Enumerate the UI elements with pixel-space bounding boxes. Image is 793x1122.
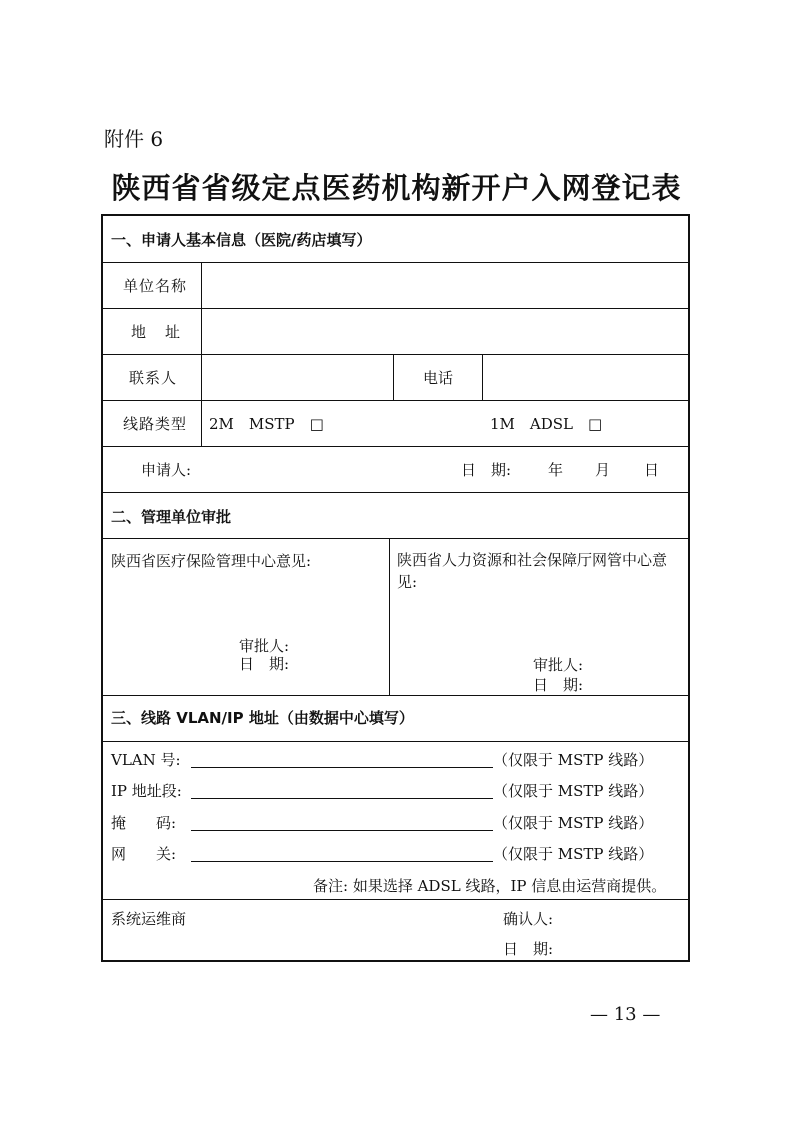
confirm-date-label: 日 期: <box>503 940 554 958</box>
page-number: — 13 — <box>590 1004 661 1025</box>
column-divider <box>393 354 394 400</box>
section2-heading: 二、管理单位审批 <box>111 508 232 526</box>
row-divider <box>103 446 690 447</box>
line-type-label: 线路类型 <box>123 415 188 433</box>
vlan-input-line[interactable] <box>191 767 493 768</box>
row-divider <box>103 741 690 742</box>
unit-name-field[interactable] <box>203 263 689 308</box>
vlan-limit-note: （仅限于 MSTP 线路） <box>493 751 654 769</box>
column-divider <box>389 538 390 695</box>
gateway-label: 网 关: <box>111 845 177 863</box>
vlan-label: VLAN 号: <box>111 751 181 769</box>
row-divider <box>103 400 690 401</box>
vendor-label: 系统运维商 <box>111 910 187 928</box>
contact-label: 联系人 <box>129 369 178 387</box>
mask-input-line[interactable] <box>191 830 493 831</box>
column-divider <box>201 262 202 446</box>
adsl-remark: 备注: 如果选择 ADSL 线路，IP 信息由运营商提供。 <box>313 877 667 895</box>
unit-name-label: 单位名称 <box>123 277 188 295</box>
apply-date-label: 日 期: <box>461 461 512 479</box>
section3-heading: 三、线路 VLAN/IP 地址（由数据中心填写） <box>111 709 414 727</box>
address-label: 地 址 <box>131 323 183 341</box>
form-title: 陕西省省级定点医药机构新开户入网登记表 <box>111 171 682 205</box>
month-label: 月 <box>595 461 611 479</box>
row-divider <box>103 899 690 900</box>
row-divider <box>103 695 690 696</box>
phone-field[interactable] <box>484 355 689 400</box>
option-mstp-checkbox[interactable]: 2M MSTP □ <box>209 415 324 433</box>
gateway-input-line[interactable] <box>191 861 493 862</box>
medical-insurance-opinion-label: 陕西省医疗保险管理中心意见: <box>111 552 312 570</box>
column-divider <box>482 354 483 400</box>
row-divider <box>103 492 690 493</box>
mask-label: 掩 码: <box>111 814 177 832</box>
right-approver-label: 审批人: <box>533 656 584 674</box>
mask-limit-note: （仅限于 MSTP 线路） <box>493 814 654 832</box>
left-date-label: 日 期: <box>239 655 290 673</box>
applicant-label: 申请人: <box>141 461 192 479</box>
option-adsl-checkbox[interactable]: 1M ADSL □ <box>490 415 603 433</box>
ip-input-line[interactable] <box>191 798 493 799</box>
year-label: 年 <box>548 461 564 479</box>
hrss-opinion-label: 陕西省人力资源和社会保障厅网管中心意见: <box>397 551 668 591</box>
phone-label: 电话 <box>423 369 454 387</box>
ip-label: IP 地址段: <box>111 782 182 800</box>
attachment-label: 附件 6 <box>104 127 164 151</box>
contact-field[interactable] <box>203 355 392 400</box>
gateway-limit-note: （仅限于 MSTP 线路） <box>493 845 654 863</box>
section1-heading: 一、申请人基本信息（医院/药店填写） <box>111 231 372 249</box>
registration-form <box>101 214 690 962</box>
row-divider <box>103 538 690 539</box>
address-field[interactable] <box>203 309 689 354</box>
ip-limit-note: （仅限于 MSTP 线路） <box>493 782 654 800</box>
confirmer-label: 确认人: <box>503 910 554 928</box>
day-label: 日 <box>644 461 660 479</box>
left-approver-label: 审批人: <box>239 637 290 655</box>
right-date-label: 日 期: <box>533 676 584 694</box>
